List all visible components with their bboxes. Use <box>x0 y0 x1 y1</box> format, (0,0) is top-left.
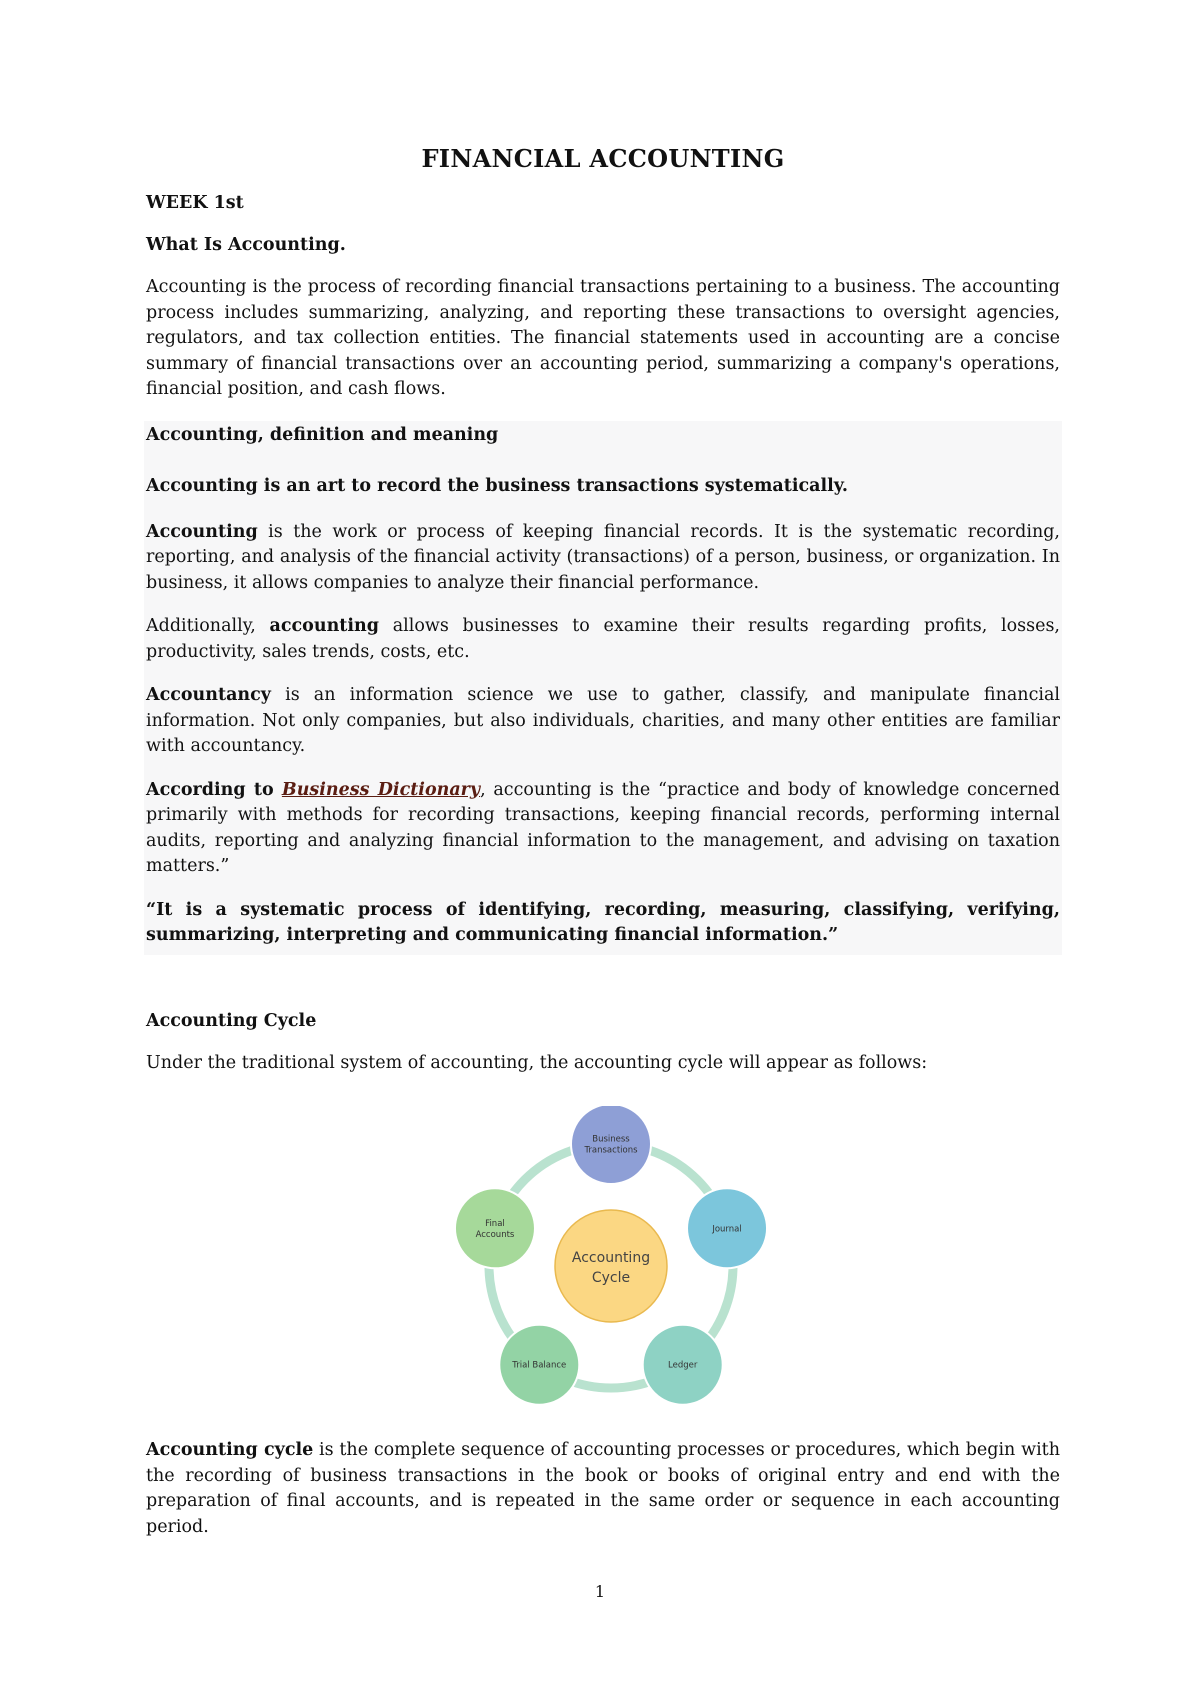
according-to-label: According to <box>146 779 282 800</box>
accounting-cycle-heading: Accounting Cycle <box>146 1010 317 1031</box>
document-title: FINANCIAL ACCOUNTING <box>421 144 785 173</box>
cycle-node-label: Ledger <box>668 1360 698 1371</box>
accounting-cycle-paragraph <box>146 1438 1060 1540</box>
cycle-diagram-svg <box>146 1106 1060 1406</box>
cycle-node-label: Journal <box>712 1224 742 1235</box>
what-is-paragraph: Accounting is the process of recording financial transactions pertaining to a business. The accounting process includes summarizing, analyzing, and reporting these transactions to oversight agencies, regulators, and tax collection entities. The financial statements used in accounting are a concise summary of financial transactions over an accounting period, summarizing a company's operations, financial position, and cash flows. <box>146 277 1060 399</box>
page-content <box>146 144 1060 1540</box>
definition-text-4: , accounting is the “practice and body of knowledge concerned primarily with methods for recording transactions, keeping financial records, performing internal audits, reporting and analyzing financial information to the management, and advising on taxation matters.” <box>146 779 1060 876</box>
accounting-cycle-text: is the complete sequence of accounting processes or procedures, which begin with the recording of business transactions in the book or books of original entry and end with the preparation of final accounts, and is repeated in the same order or sequence in each accounting period. <box>146 1440 1060 1537</box>
term-accountancy: Accountancy <box>146 685 271 705</box>
definition-text-2: allows businesses to examine their results regarding profits, losses, productivity, sales trends, costs, etc. <box>146 616 1060 662</box>
page-number: 1 <box>594 1582 606 1601</box>
week-label: WEEK 1st <box>146 193 244 213</box>
definition-quote: “It is a systematic process of identifying, recording, measuring, classifying, verifying, summarizing, interpreting and communicating financial information.” <box>146 899 1060 945</box>
definition-heading: Accounting, definition and meaning <box>146 424 499 445</box>
art-statement: Accounting is an art to record the business transactions systematically. <box>146 476 849 496</box>
cycle-node-label: Trial Balance <box>512 1360 567 1371</box>
cycle-center-label: Accounting <box>571 1250 651 1266</box>
definition-text-1: is the work or process of keeping financial records. It is the systematic recording, reporting, and analysis of the financial activity (transactions) of a person, business, or organization. In business, it allows companies to analyze their financial performance. <box>146 521 1060 593</box>
term-accounting: Accounting <box>146 521 258 542</box>
definition-paragraph-1 <box>146 520 1060 597</box>
cycle-center-label: Cycle <box>591 1270 631 1286</box>
definition-paragraph-3 <box>146 683 1060 760</box>
cycle-node-label: Final <box>485 1218 505 1229</box>
cycle-node-label: Business <box>592 1134 630 1145</box>
accounting-cycle-diagram <box>146 1106 1060 1406</box>
cycle-center-circle <box>555 1210 667 1322</box>
definition-paragraph-2 <box>146 614 1060 665</box>
what-is-heading: What Is Accounting. <box>146 235 346 255</box>
definition-section <box>144 421 1062 955</box>
definition-pre-2: Additionally, <box>146 616 270 636</box>
business-dictionary-link[interactable]: Business Dictionary <box>281 779 481 800</box>
definition-paragraph-4 <box>146 778 1060 880</box>
term-accounting-cycle: Accounting cycle <box>146 1440 314 1460</box>
term-accounting-2: accounting <box>269 616 379 636</box>
definition-text-3: is an information science we use to gather, classify, and manipulate financial information. Not only companies, but also individuals, charities, and many other entities are familiar with accountancy. <box>146 685 1060 756</box>
cycle-node-label: Transactions <box>584 1145 638 1156</box>
cycle-node-label: Accounts <box>475 1229 515 1240</box>
accounting-cycle-intro: Under the traditional system of accounting, the accounting cycle will appear as follows: <box>146 1052 928 1073</box>
